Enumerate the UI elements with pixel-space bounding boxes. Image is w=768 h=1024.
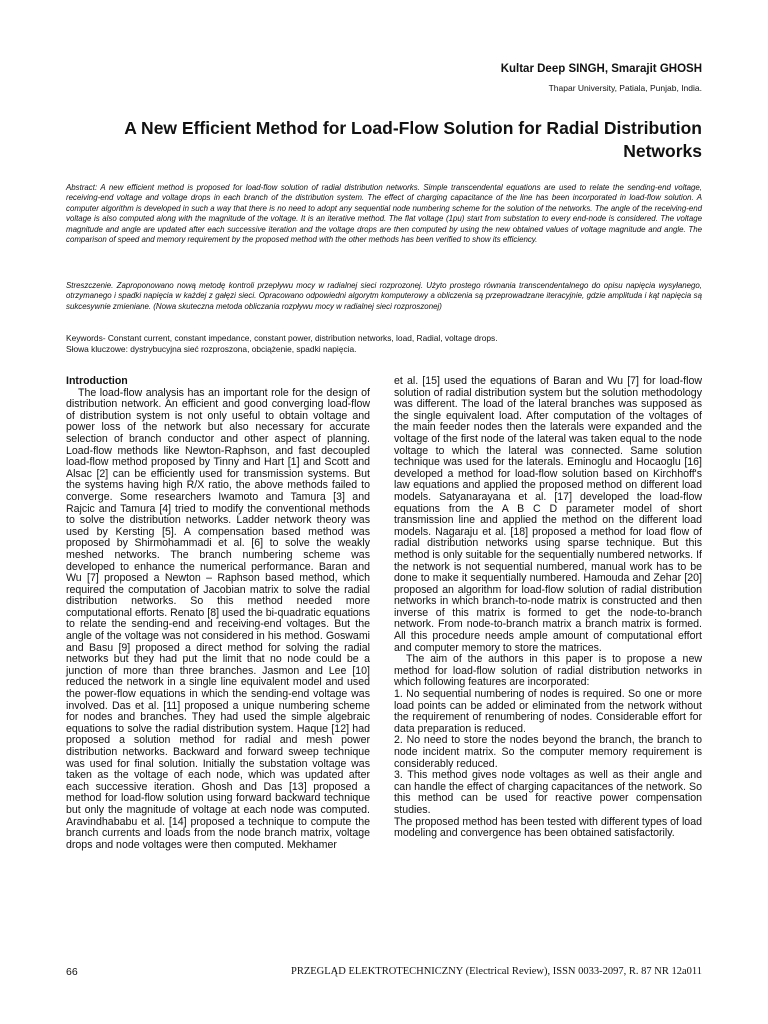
abstract: Abstract: A new efficient method is proposed for load-flow solution of radial distribution networks. Simple transcendental equations are used to relate the sending-end voltage, receiving-end voltage and voltage drops in each branch of the distribution system. The effect of charging capacitance of the line has been incorporated in load-flow solution. A computer algorithm is developed in such a way that there is no need to adopt any sequential node numbering scheme for the solution of the networks. The angle of the receiving-end voltage is also computed along with the magnitude of the voltage. It is an iterative method. The flat voltage (1pu) start from substation to every end-node is considered. The voltage magnitude and angle are updated after each successive iteration and the voltage drops are then computed by using the new obtained values of voltage magnitude and angle. The comparison of speed and memory requirement by the proposed method with the other methods has been verified to show its efficiency. <box>66 183 702 245</box>
keywords: Keywords- Constant current, constant impedance, constant power, distribution networks, load, Radial, voltage drops. <box>66 333 498 343</box>
keywords-polish: Słowa kluczowe: dystrybucyjna sieć rozproszona, obciążenie, spadki napięcia. <box>66 344 357 354</box>
right-column <box>394 376 702 840</box>
conclusion-paragraph: The proposed method has been tested with different types of load modeling and convergence has been obtained satisfactorily. <box>394 815 702 840</box>
abstract-polish: Streszczenie. Zaproponowano nową metodę kontroli przepływu mocy w radialnej sieci rozprozonej. Użyto prostego równania transcendentalnego do opisu napięcia wysyłanego, otrzymanego i spadki napięcia w każdej z gałęzi sieci. Opracowano odpowiedni algorytm komputerowy a obliczenia są przeprowadzane iteracyjnie, gdzie amplituda i kąt napięcia są sukcesywnie zmieniane. (Nowa skuteczna metoda obliczania rozpływu mocy w radialnej sieci rozproszonej) <box>66 281 702 311</box>
intro-paragraph-cont: et al. [15] used the equations of Baran and Wu [7] for load-flow solution of radial distribution system but the solution methodology was different. The load of the lateral branches was supposed as the single equivalent load. After computation of the voltages of the main feeder nodes then the laterals were expanded and the voltage of the first node of the lateral was taken equal to the node voltage to which the lateral was connected. Same solution technique was used for the laterals. Eminoglu and Hocaoglu [16] developed a method for load-flow solution based on Kirchhoff's law equations and applied the proposed method on different load models. Satyanarayana et al. [17] developed the load-flow equations from the A B C D parameter model of short transmission line and applied the method on the different load models. Nagaraju et al. [18] proposed a method for load flow of radial distribution networks using sparse technique. But this method is only suitable for the sequentially numbered networks. If the network is not sequential numbered, manual work has to be done to make it sequentially numbered. Hamouda and Zehar [20] proposed an algorithm for load-flow solution of radial distribution networks in which branch-to-node matrix is constructed and then inverse of this matrix is formed to get the node-to-branch network. From node-to-branch matrix a branch matrix is formed. All this procedure needs ample amount of computational effort and computer memory to store the matrices. <box>394 375 702 654</box>
aim-paragraph: The aim of the authors in this paper is to propose a new method for load-flow solution of radial distribution networks in which following features are incorporated: <box>394 653 702 689</box>
section-heading: Introduction <box>66 375 128 387</box>
journal-footer: PRZEGLĄD ELEKTROTECHNICZNY (Electrical Review), ISSN 0033-2097, R. 87 NR 12a011 <box>291 966 702 977</box>
feature-item-3: 3. This method gives node voltages as well as their angle and can handle the effect of charging capacitances of the network. So this method can be used for reactive power compensation studies. <box>394 769 702 816</box>
authors: Kultar Deep SINGH, Smarajit GHOSH <box>500 63 702 75</box>
feature-item-2: 2. No need to store the nodes beyond the branch, the branch to node incident matrix. So the computer memory requirement is considerably reduced. <box>394 734 702 770</box>
feature-item-1: 1. No sequential numbering of nodes is required. So one or more load points can be added or eliminated from the network without the requirement of renumbering of nodes. Considerable effort for data preparation is reduced. <box>394 688 702 735</box>
intro-paragraph: The load-flow analysis has an important role for the design of distribution network. An efficient and good converging load-flow of distribution system is not only useful to obtain voltage and power loss of the network but also necessary for accurate selection of branch conductor and other aspect of planning. Load-flow methods like Newton-Raphson, and fast decoupled load-flow method proposed by Tinny and Hart [1] and Scott and Alsac [2] can be efficiently used for transmission systems. But the systems having high R/X ratio, the above methods failed to converge. Some researchers Iwamoto and Tamura [3] and Rajcic and Tamura [4] tried to modify the conventional methods to solve the distribution networks. Ladder network theory was used by Kersting [5]. A compensation based method was proposed by Shirmohammadi et al. [6] to solve the weakly meshed networks. The branch numbering scheme was developed to enhance the numerical performance. Baran and Wu [7] proposed a Newton – Raphson based method, which required the computation of Jacobian matrix to solve the radial distribution networks. So this method needed more computational efforts. Renato [8] used the bi-quadratic equations to relate the sending-end and receiving-end voltages. But the angle of the voltage was not considered in his method. Goswami and Basu [9] proposed a direct method for solving the radial networks but they had put the limit that no node could be a junction of more than three branches. Jasmon and Lee [10] reduced the network in a single line equivalent model and used the power-flow equations in which the sending-end voltage was involved. Das et al. [11] proposed a unique numbering scheme for nodes and branches. They had used the simple algebraic equations to solve the radial distribution system. Haque [12] had proposed a solution method for radial and mesh power distribution networks. Backward and forward sweep technique was used for final solution. Initially the substation voltage was taken as the voltage of each node, which was updated after each successive iteration. Ghosh and Das [13] proposed a method for load-flow solution using forward backward technique but only the magnitude of voltage at each node was computed. Aravindhababu et al. [14] proposed a technique to compute the branch currents and loads from the node branch matrix, voltage drops and node voltages were then computed. Mekhamer <box>66 386 370 851</box>
page-number: 66 <box>66 966 78 978</box>
affiliation: Thapar University, Patiala, Punjab, India. <box>548 83 702 93</box>
paper-title: A New Efficient Method for Load-Flow Solution for Radial Distribution Networks <box>124 118 702 161</box>
left-column <box>66 376 370 851</box>
keywords-block <box>66 333 702 355</box>
